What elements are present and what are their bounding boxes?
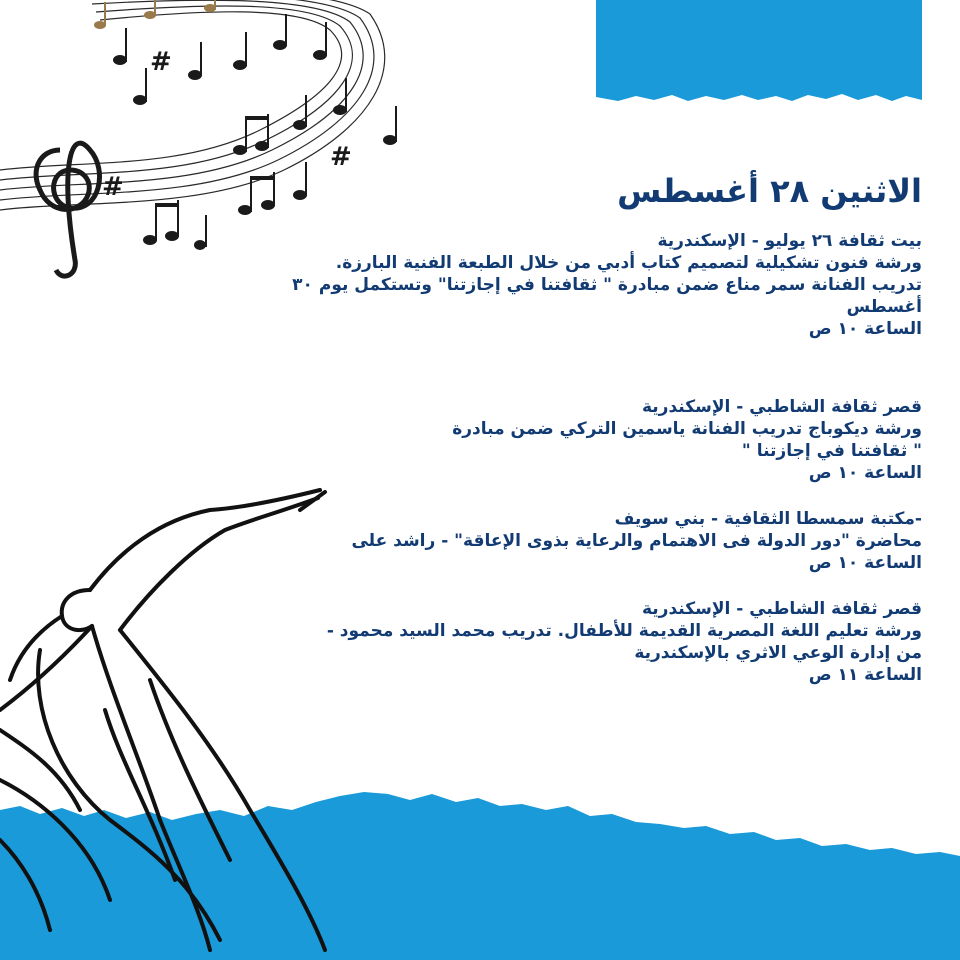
event-venue: قصر ثقافة الشاطبي - الإسكندرية — [641, 599, 922, 620]
event-venue: -مكتبة سمسطا الثقافية - بني سويف — [614, 509, 922, 530]
event-venue: بيت ثقافة ٢٦ يوليو - الإسكندرية — [657, 231, 922, 252]
event-3 — [282, 508, 922, 574]
event-2 — [282, 396, 922, 484]
svg-text:#: # — [330, 142, 352, 172]
event-1 — [282, 230, 922, 340]
event-time: الساعة ١٠ ص — [808, 553, 922, 574]
event-description: أغسطس — [846, 297, 922, 318]
svg-text:#: # — [150, 47, 172, 77]
event-description: محاضرة "دور الدولة فى الاهتمام والرعاية بذوى الإعاقة" - راشد على — [351, 531, 922, 552]
treble-clef-icon — [36, 143, 99, 276]
event-description: من إدارة الوعي الاثري بالإسكندرية — [634, 643, 922, 664]
schedule-content — [282, 172, 922, 686]
event-venue: قصر ثقافة الشاطبي - الإسكندرية — [641, 397, 922, 418]
event-time: الساعة ١٠ ص — [808, 463, 922, 484]
event-description: ورشة ديكوباج تدريب الفنانة ياسمين التركي ضمن مبادرة — [452, 419, 922, 440]
event-description: " ثقافتنا في إجازتنا " — [741, 441, 922, 462]
event-description: تدريب الفنانة سمر مناع ضمن مبادرة " ثقافتنا في إجازتنا" وتستكمل يوم ٣٠ — [292, 275, 922, 296]
svg-text:#: # — [102, 172, 124, 202]
event-4 — [282, 598, 922, 686]
event-description: ورشة تعليم اللغة المصرية القديمة للأطفال. تدريب محمد السيد محمود - — [326, 621, 922, 642]
top-blue-banner — [596, 0, 922, 104]
page-title: الاثنين ٢٨ أغسطس — [617, 172, 922, 210]
event-time: الساعة ١١ ص — [808, 665, 922, 686]
event-description: ورشة فنون تشكيلية لتصميم كتاب أدبي من خلال الطبعة الفنية البارزة. — [335, 253, 922, 274]
event-time: الساعة ١٠ ص — [808, 319, 922, 340]
